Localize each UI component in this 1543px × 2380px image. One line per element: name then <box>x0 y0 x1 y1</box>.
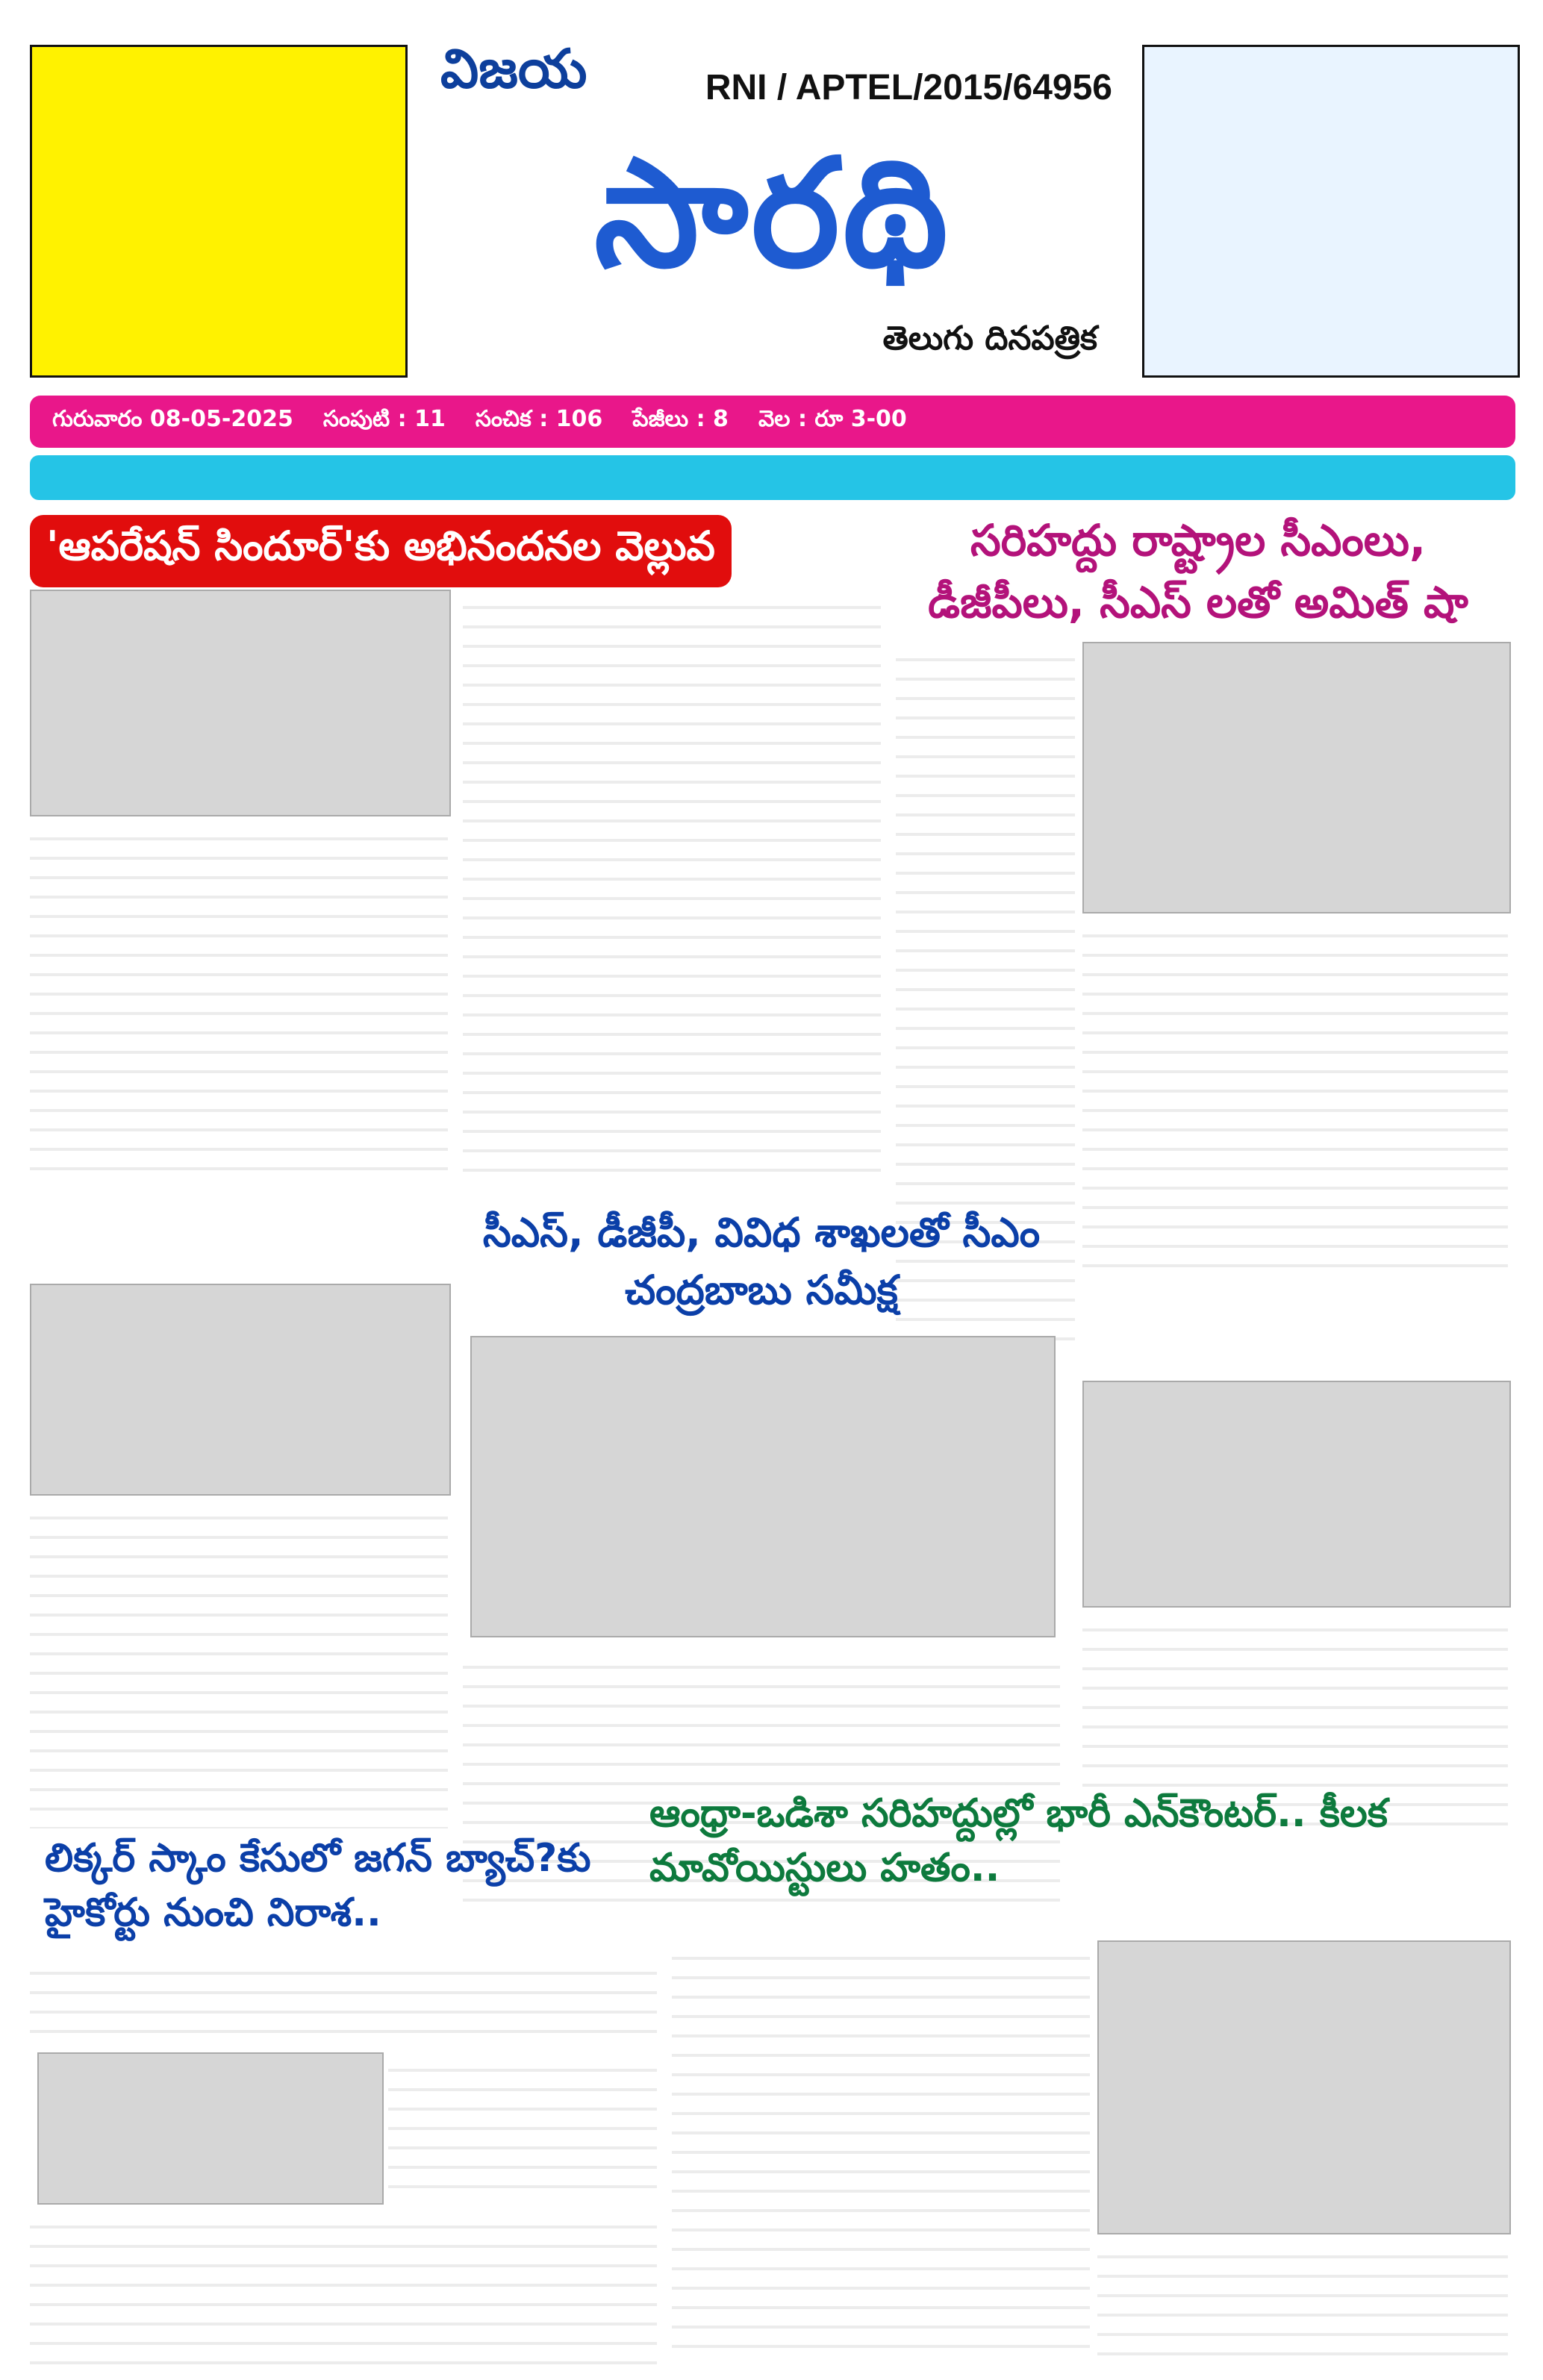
headline-top-left: 'ఆపరేషన్ సిందూర్'కు అభినందనల వెల్లువ <box>30 515 732 587</box>
photo-pm <box>1082 1381 1511 1608</box>
article-body-left <box>30 1500 448 1828</box>
masthead <box>418 37 1127 373</box>
article-body-col4 <box>1082 918 1508 1276</box>
photo-cm <box>30 590 451 816</box>
issue-strip <box>30 396 1515 448</box>
photo-encounter <box>1097 1940 1511 2234</box>
issue-volume: సంపుటి : 11 <box>322 406 446 432</box>
article-body-liquor-lead <box>30 1955 657 2045</box>
rni-number: RNI / APTEL/2015/64956 <box>705 68 1112 107</box>
cities-bar <box>30 455 1515 500</box>
left-ad-panel <box>30 45 408 378</box>
article-body-encounter <box>672 1940 1090 2358</box>
issue-date: గురువారం 08-05-2025 <box>52 406 293 432</box>
photo-jagan <box>37 2052 384 2205</box>
headline-lower-right: ఆంధ్రా-ఒడిశా సరిహద్దుల్లో భారీ ఎన్‌కౌంటర్.. కీలక మావోయిస్టులు హతం.. <box>649 1791 1388 1890</box>
right-ad-panel <box>1142 45 1520 378</box>
headline-middle: సీఎస్, డీజీపీ, వివిధ శాఖలతో సీఎం చంద్రబాబు సమీక్ష <box>482 1209 1041 1314</box>
masthead-title-small: విజయ <box>440 37 587 100</box>
photo-minister <box>30 1284 451 1496</box>
article-body-col2 <box>463 590 881 1187</box>
photo-cm-review <box>470 1336 1056 1637</box>
issue-price: వెల : రూ 3-00 <box>758 406 907 432</box>
article-body-col1 <box>30 821 448 1179</box>
issue-number: సంచిక : 106 <box>475 406 603 432</box>
article-body-encounter-2 <box>1097 2239 1508 2358</box>
headline-top-right: సరిహద్దు రాష్ట్రాల సీఎంలు, డీజీపీలు, సీఎస్ లతో అమిత్ షా <box>928 515 1468 628</box>
article-body-liquor-2 <box>30 2209 657 2366</box>
masthead-subtitle: తెలుగు దినపత్రిక <box>882 319 1097 357</box>
masthead-title-big: సారథి <box>593 127 951 301</box>
article-body-liquor <box>388 2052 657 2202</box>
issue-pages: పేజీలు : 8 <box>632 406 729 432</box>
headline-lower-left: లిక్కర్ స్కాం కేసులో జగన్ బ్యాచ్?కు హైకోర్టు నుంచి నిరాశ.. <box>45 1836 591 1935</box>
photo-meeting <box>1082 642 1511 913</box>
